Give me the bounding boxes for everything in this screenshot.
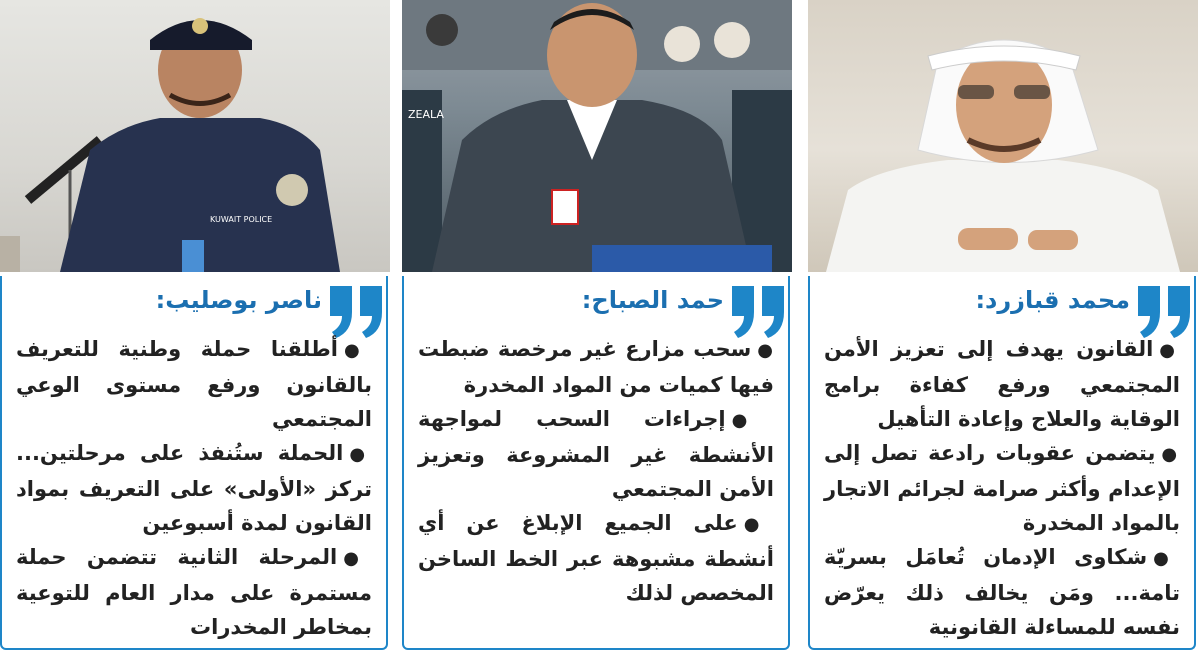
speaker-name: ناصر بوصليب:	[155, 286, 322, 314]
portrait-photo	[402, 0, 792, 272]
bullet-dot-icon: ●	[731, 410, 774, 431]
bullet-dot-icon: ●	[343, 548, 372, 569]
bullet-dot-icon: ●	[344, 340, 372, 361]
quote-panel	[0, 276, 388, 650]
portrait-photo	[0, 0, 390, 272]
article-column-3	[0, 0, 390, 654]
bullet-item: ●الحملة ستُنفذ على مرحلتين... تركز «الأولى» على التعريف بمواد القانون لمدة أسبوعين	[16, 441, 372, 535]
person-illustration	[808, 0, 1198, 272]
bullet-dot-icon: ●	[1159, 340, 1180, 361]
article-column-1	[808, 0, 1198, 654]
conference-illustration	[402, 0, 792, 272]
bullet-item: ●يتضمن عقوبات رادعة تصل إلى الإعدام وأكثر صرامة لجرائم الاتجار بالمواد المخدرة	[824, 441, 1180, 535]
badge-text: KUWAIT POLICE	[210, 215, 273, 224]
bullet-item: ●القانون يهدف إلى تعزيز الأمن المجتمعي ورفع كفاءة برامج الوقاية والعلاج وإعادة التأهيل	[824, 337, 1180, 431]
portrait-photo	[808, 0, 1198, 272]
quote-panel	[808, 276, 1196, 650]
speaker-name: حمد الصباح:	[581, 286, 724, 314]
bullet-dot-icon: ●	[349, 444, 372, 465]
article-column-2	[402, 0, 792, 654]
bullet-dot-icon: ●	[743, 514, 774, 535]
bullet-item: ●أطلقنا حملة وطنية للتعريف بالقانون ورفع مستوى الوعي المجتمعي	[16, 337, 372, 431]
bullet-dot-icon: ●	[1161, 444, 1180, 465]
quote-bullets	[16, 332, 372, 644]
bullet-item: ●سحب مزارع غير مرخصة ضبطت فيها كميات من المواد المخدرة	[418, 337, 774, 397]
bullet-item: ●إجراءات السحب لمواجهة الأنشطة غير المشروعة وتعزيز الأمن المجتمعي	[418, 407, 774, 501]
bullet-dot-icon: ●	[1153, 548, 1180, 569]
bullet-item: ●على الجميع الإبلاغ عن أي أنشطة مشبوهة عبر الخط الساخن المخصص لذلك	[418, 511, 774, 605]
bullet-dot-icon: ●	[757, 340, 774, 361]
quote-bullets	[824, 332, 1180, 644]
speaker-name: محمد قبازرد:	[975, 286, 1130, 314]
sign-text: ZEALA	[408, 108, 444, 121]
officer-illustration	[0, 0, 390, 272]
quote-bullets	[418, 332, 774, 610]
bullet-item: ●شكاوى الإدمان تُعامَل بسريّة تامة... ومَن يخالف ذلك يعرّض نفسه للمساءلة القانونية	[824, 545, 1180, 639]
bullet-item: ●المرحلة الثانية تتضمن حملة مستمرة على مدار العام للتوعية بمخاطر المخدرات	[16, 545, 372, 639]
quote-panel	[402, 276, 790, 650]
